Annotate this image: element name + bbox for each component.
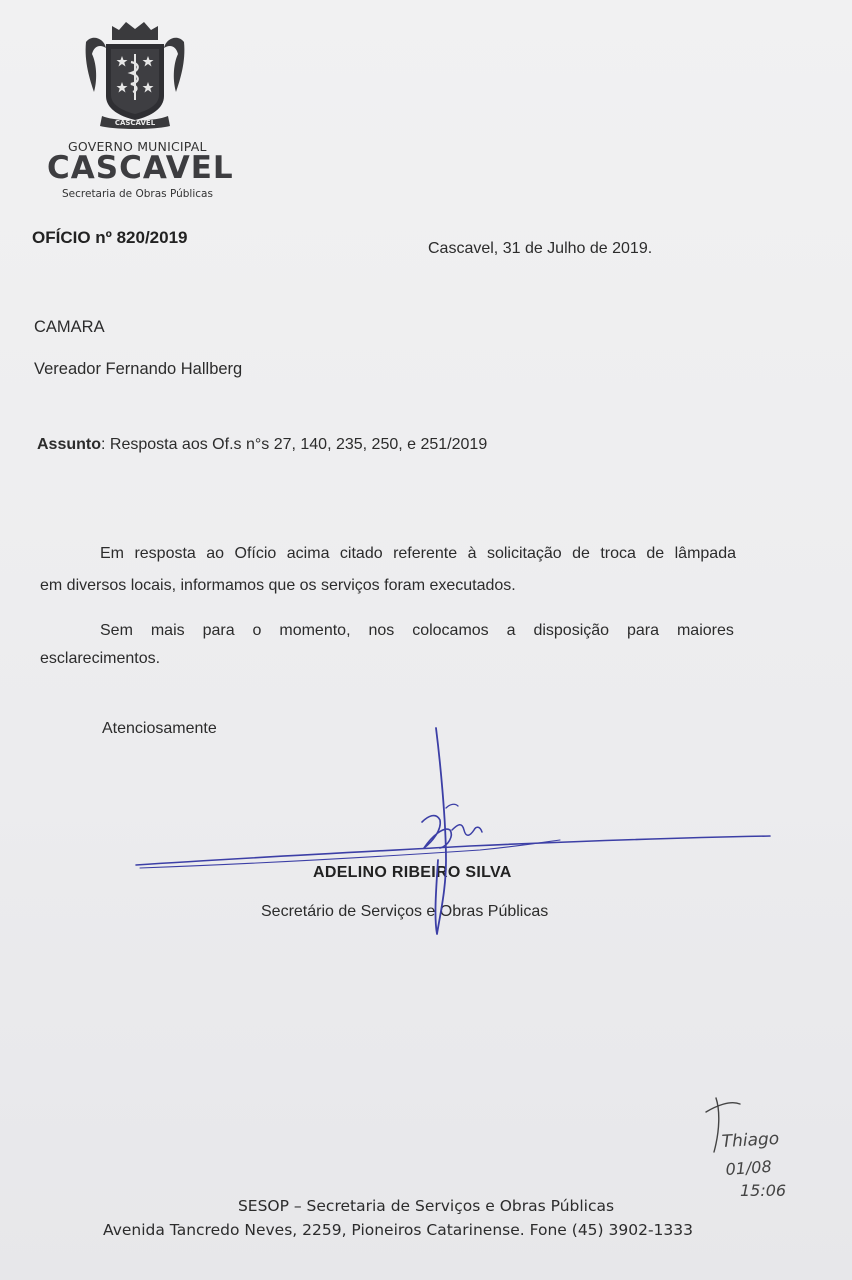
word: para — [627, 622, 660, 639]
receipt-name: Thiago — [721, 1129, 780, 1152]
word: o — [252, 622, 262, 639]
word: colocamos — [412, 622, 489, 639]
word: momento, — [279, 622, 351, 639]
word: ao — [206, 545, 225, 562]
receipt-time: 15:06 — [740, 1181, 787, 1200]
crest-ribbon-text: CASCAVEL — [114, 119, 156, 127]
word: à — [467, 545, 477, 562]
receipt-note-pencil — [706, 1098, 740, 1152]
word: de — [646, 545, 665, 562]
recipient-name: Vereador Fernando Hallberg — [34, 360, 243, 378]
paragraph-2-line-2: esclarecimentos. — [40, 650, 161, 667]
subject-line — [37, 436, 487, 454]
footer-address: Avenida Tancredo Neves, 2259, Pioneiros Catarinense. Fone (45) 3902-1333 — [103, 1221, 693, 1239]
word: referente — [393, 545, 458, 562]
municipal-crest-logo — [82, 18, 188, 130]
word: de — [572, 545, 590, 562]
word: mais — [150, 622, 185, 639]
closing-salutation: Atenciosamente — [102, 720, 217, 737]
word: acima — [286, 545, 330, 562]
government-label: GOVERNO MUNICIPAL — [68, 139, 207, 154]
word: lâmpada — [674, 545, 736, 562]
city-name: CASCAVEL — [47, 150, 234, 186]
recipient: CAMARA — [34, 318, 105, 336]
department-label: Secretaria de Obras Públicas — [62, 188, 213, 200]
place-and-date: Cascavel, 31 de Julho de 2019. — [428, 240, 653, 257]
word: a — [506, 622, 516, 639]
subject-text: : Resposta aos Of.s n°s 27, 140, 235, 250, e 251/2019 — [101, 436, 488, 453]
letter-number: OFÍCIO nº 820/2019 — [32, 228, 188, 247]
word: para — [202, 622, 235, 639]
word: resposta — [134, 545, 196, 562]
word: maiores — [676, 622, 734, 639]
word: troca — [600, 545, 636, 562]
word: Sem — [100, 622, 133, 639]
paragraph-2-line-1 — [100, 622, 734, 640]
paragraph-1-line-1 — [100, 545, 736, 563]
word: Em — [100, 545, 124, 562]
word: citado — [339, 545, 383, 562]
word: disposição — [533, 622, 610, 639]
footer-department: SESOP – Secretaria de Serviços e Obras Públicas — [237, 1197, 615, 1215]
word: solicitação — [486, 545, 562, 562]
word: Ofício — [234, 545, 277, 562]
receipt-date: 01/08 — [724, 1156, 773, 1179]
subject-label: Assunto — [37, 436, 101, 453]
paragraph-1-line-2: em diversos locais, informamos que os serviços foram executados. — [40, 577, 516, 594]
signer-name: ADELINO RIBEIRO SILVA — [313, 864, 512, 881]
word: nos — [368, 622, 395, 639]
signer-title: Secretário de Serviços e Obras Públicas — [261, 903, 549, 920]
